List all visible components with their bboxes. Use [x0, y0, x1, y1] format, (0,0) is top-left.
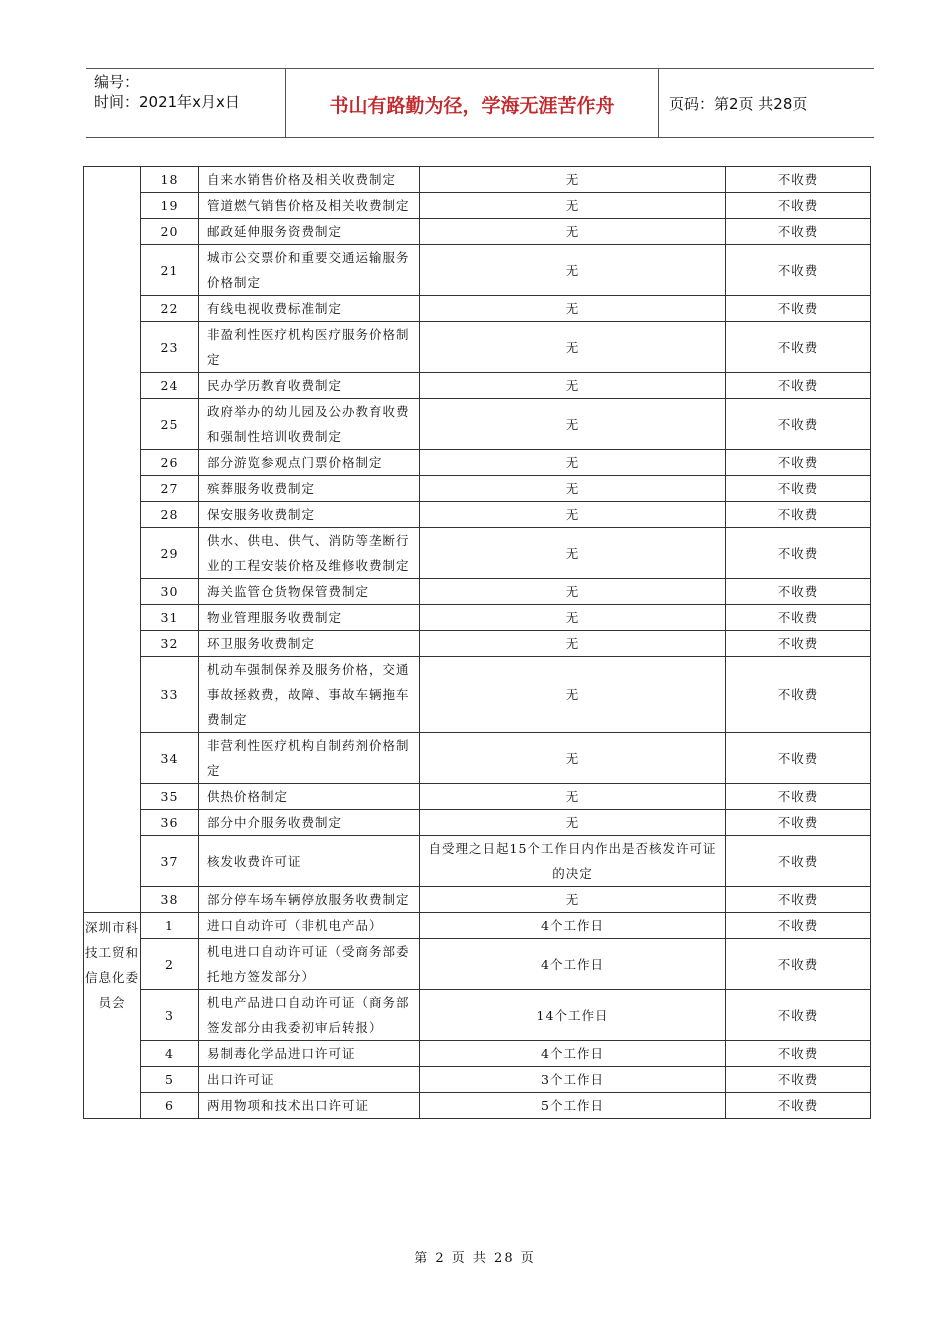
row-item: 非盈利性医疗机构医疗服务价格制定	[199, 322, 420, 373]
row-item: 机电进口自动许可证（受商务部委托地方签发部分）	[199, 939, 420, 990]
dept-cell-shenzhen: 深圳市科技工贸和信息化委员会	[84, 913, 141, 1119]
row-number: 19	[141, 193, 199, 219]
row-fee: 不收费	[726, 476, 871, 502]
row-fee: 不收费	[726, 502, 871, 528]
table-row	[84, 939, 871, 990]
row-fee: 不收费	[726, 167, 871, 193]
row-number: 6	[141, 1093, 199, 1119]
row-time-limit: 无	[420, 605, 726, 631]
row-number: 23	[141, 322, 199, 373]
fee-table	[83, 166, 871, 1119]
page-footer: 第 2 页 共 28 页	[414, 1251, 536, 1266]
row-item: 城市公交票价和重要交通运输服务价格制定	[199, 245, 420, 296]
table-row	[84, 476, 871, 502]
table-row	[84, 399, 871, 450]
row-time-limit: 14个工作日	[420, 990, 726, 1041]
table-row	[84, 450, 871, 476]
table-row	[84, 296, 871, 322]
row-number: 20	[141, 219, 199, 245]
row-time-limit: 无	[420, 322, 726, 373]
dept-cell-prev	[84, 167, 141, 913]
row-time-limit: 自受理之日起15个工作日内作出是否核发许可证的决定	[420, 836, 726, 887]
row-item: 民办学历教育收费制定	[199, 373, 420, 399]
row-item: 物业管理服务收费制定	[199, 605, 420, 631]
table-row	[84, 528, 871, 579]
time-label: 时间：2021年x月x日	[94, 93, 240, 111]
row-fee: 不收费	[726, 245, 871, 296]
row-fee: 不收费	[726, 373, 871, 399]
row-fee: 不收费	[726, 322, 871, 373]
row-item: 供热价格制定	[199, 784, 420, 810]
table-row	[84, 784, 871, 810]
row-number: 21	[141, 245, 199, 296]
row-item: 机电产品进口自动许可证（商务部签发部分由我委初审后转报）	[199, 990, 420, 1041]
row-time-limit: 无	[420, 450, 726, 476]
row-item: 部分停车场车辆停放服务收费制定	[199, 887, 420, 913]
row-item: 殡葬服务收费制定	[199, 476, 420, 502]
row-fee: 不收费	[726, 579, 871, 605]
row-fee: 不收费	[726, 219, 871, 245]
table-row	[84, 887, 871, 913]
table-row	[84, 373, 871, 399]
row-fee: 不收费	[726, 657, 871, 733]
row-number: 34	[141, 733, 199, 784]
row-number: 1	[141, 913, 199, 939]
row-number: 26	[141, 450, 199, 476]
table-row	[84, 1041, 871, 1067]
table-row	[84, 990, 871, 1041]
row-number: 5	[141, 1067, 199, 1093]
table-row	[84, 913, 871, 939]
row-number: 31	[141, 605, 199, 631]
header-motto: 书山有路勤为径，学海无涯苦作舟	[329, 95, 615, 117]
row-time-limit: 无	[420, 219, 726, 245]
row-number: 30	[141, 579, 199, 605]
row-time-limit: 4个工作日	[420, 1041, 726, 1067]
row-number: 29	[141, 528, 199, 579]
row-number: 27	[141, 476, 199, 502]
row-time-limit: 3个工作日	[420, 1067, 726, 1093]
row-time-limit: 无	[420, 657, 726, 733]
row-number: 38	[141, 887, 199, 913]
row-fee: 不收费	[726, 1093, 871, 1119]
row-time-limit: 无	[420, 167, 726, 193]
row-item: 非营利性医疗机构自制药剂价格制定	[199, 733, 420, 784]
row-time-limit: 无	[420, 245, 726, 296]
row-item: 两用物项和技术出口许可证	[199, 1093, 420, 1119]
row-time-limit: 无	[420, 784, 726, 810]
row-item: 海关监管仓货物保管费制定	[199, 579, 420, 605]
table-row	[84, 733, 871, 784]
row-number: 18	[141, 167, 199, 193]
row-time-limit: 无	[420, 810, 726, 836]
table-row	[84, 836, 871, 887]
row-fee: 不收费	[726, 733, 871, 784]
row-time-limit: 无	[420, 476, 726, 502]
table-row	[84, 579, 871, 605]
row-fee: 不收费	[726, 939, 871, 990]
row-fee: 不收费	[726, 631, 871, 657]
table-row	[84, 193, 871, 219]
table-row	[84, 219, 871, 245]
row-item: 管道燃气销售价格及相关收费制定	[199, 193, 420, 219]
header-motto-cell	[286, 69, 659, 137]
row-item: 供水、供电、供气、消防等垄断行业的工程安装价格及维修收费制定	[199, 528, 420, 579]
row-time-limit: 5个工作日	[420, 1093, 726, 1119]
table-row	[84, 167, 871, 193]
row-item: 政府举办的幼儿园及公办教育收费和强制性培训收费制定	[199, 399, 420, 450]
table-row	[84, 605, 871, 631]
fee-table-body	[84, 167, 871, 1119]
row-number: 28	[141, 502, 199, 528]
row-time-limit: 无	[420, 631, 726, 657]
row-item: 进口自动许可（非机电产品）	[199, 913, 420, 939]
number-label: 编号：	[94, 73, 140, 91]
row-item: 出口许可证	[199, 1067, 420, 1093]
row-item: 邮政延伸服务资费制定	[199, 219, 420, 245]
row-item: 机动车强制保养及服务价格，交通事故拯救费，故障、事故车辆拖车费制定	[199, 657, 420, 733]
table-row	[84, 502, 871, 528]
page-header	[86, 68, 874, 138]
table-row	[84, 322, 871, 373]
row-fee: 不收费	[726, 1041, 871, 1067]
row-fee: 不收费	[726, 450, 871, 476]
row-time-limit: 无	[420, 579, 726, 605]
row-time-limit: 无	[420, 502, 726, 528]
row-time-limit: 无	[420, 528, 726, 579]
row-item: 有线电视收费标准制定	[199, 296, 420, 322]
table-row	[84, 1067, 871, 1093]
row-time-limit: 无	[420, 733, 726, 784]
table-row	[84, 657, 871, 733]
table-row	[84, 1093, 871, 1119]
table-row	[84, 631, 871, 657]
header-page-cell	[659, 69, 874, 137]
row-fee: 不收费	[726, 784, 871, 810]
row-number: 22	[141, 296, 199, 322]
row-time-limit: 无	[420, 373, 726, 399]
row-item: 部分游览参观点门票价格制定	[199, 450, 420, 476]
row-number: 35	[141, 784, 199, 810]
row-number: 33	[141, 657, 199, 733]
row-time-limit: 无	[420, 887, 726, 913]
row-fee: 不收费	[726, 528, 871, 579]
row-number: 25	[141, 399, 199, 450]
row-item: 保安服务收费制定	[199, 502, 420, 528]
row-time-limit: 无	[420, 296, 726, 322]
row-fee: 不收费	[726, 913, 871, 939]
row-fee: 不收费	[726, 887, 871, 913]
row-number: 4	[141, 1041, 199, 1067]
row-time-limit: 4个工作日	[420, 913, 726, 939]
row-item: 易制毒化学品进口许可证	[199, 1041, 420, 1067]
header-page-info: 页码：第2页 共28页	[669, 95, 808, 113]
row-fee: 不收费	[726, 836, 871, 887]
header-meta-cell	[86, 69, 286, 137]
table-row	[84, 245, 871, 296]
row-fee: 不收费	[726, 399, 871, 450]
row-number: 37	[141, 836, 199, 887]
row-fee: 不收费	[726, 605, 871, 631]
row-time-limit: 4个工作日	[420, 939, 726, 990]
row-number: 3	[141, 990, 199, 1041]
row-item: 核发收费许可证	[199, 836, 420, 887]
row-time-limit: 无	[420, 399, 726, 450]
row-item: 部分中介服务收费制定	[199, 810, 420, 836]
row-fee: 不收费	[726, 990, 871, 1041]
row-number: 2	[141, 939, 199, 990]
row-fee: 不收费	[726, 296, 871, 322]
row-number: 24	[141, 373, 199, 399]
row-fee: 不收费	[726, 1067, 871, 1093]
row-time-limit: 无	[420, 193, 726, 219]
row-item: 自来水销售价格及相关收费制定	[199, 167, 420, 193]
row-number: 36	[141, 810, 199, 836]
table-row	[84, 810, 871, 836]
row-fee: 不收费	[726, 193, 871, 219]
row-item: 环卫服务收费制定	[199, 631, 420, 657]
row-fee: 不收费	[726, 810, 871, 836]
row-number: 32	[141, 631, 199, 657]
